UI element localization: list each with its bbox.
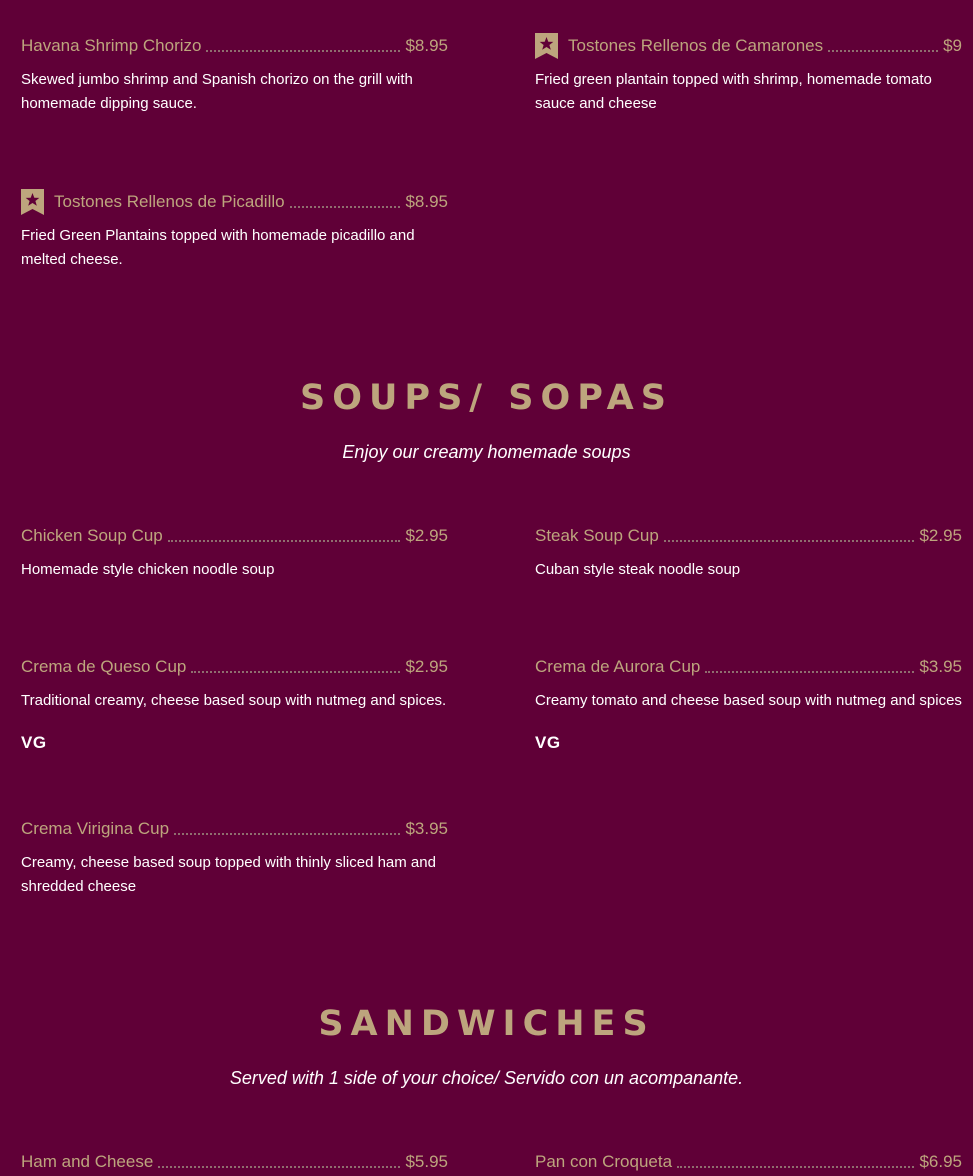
item-name: Crema de Queso Cup — [21, 657, 187, 676]
item-description: Creamy, cheese based soup topped with thinly sliced ham and shredded cheese — [21, 854, 436, 895]
menu-item-ham-and-cheese — [21, 1149, 448, 1175]
item-name: Tostones Rellenos de Camarones — [568, 36, 824, 55]
section-subtitle-soups: Enjoy our creamy homemade soups — [342, 442, 631, 462]
menu-item-crema-de-aurora-cup — [535, 654, 962, 753]
item-price: $5.95 — [405, 1152, 448, 1171]
item-name: Steak Soup Cup — [535, 526, 659, 545]
dot-leader — [168, 540, 401, 542]
section-subtitle-sandwiches: Served with 1 side of your choice/ Servido con un acompanante. — [229, 1068, 744, 1088]
menu-item-havana-shrimp-chorizo — [21, 33, 448, 116]
item-description: Fried green plantain topped with shrimp, homemade tomato sauce and cheese — [535, 71, 932, 112]
vegetarian-tag: VG — [21, 733, 47, 752]
dot-leader — [705, 671, 914, 673]
menu-item-crema-de-queso-cup — [21, 654, 448, 753]
dot-leader — [664, 540, 915, 542]
vegetarian-tag: VG — [535, 733, 561, 752]
item-name: Pan con Croqueta — [535, 1152, 673, 1171]
item-description: Creamy tomato and cheese based soup with nutmeg and spices — [535, 692, 962, 709]
item-name: Crema Virigina Cup — [21, 819, 170, 838]
item-price: $2.95 — [919, 526, 962, 545]
star-badge-icon — [535, 33, 558, 59]
dot-leader — [191, 671, 400, 673]
item-price: $6.95 — [919, 1152, 962, 1171]
dot-leader — [174, 833, 400, 835]
item-name: Ham and Cheese — [21, 1152, 154, 1171]
item-name: Crema de Aurora Cup — [535, 657, 701, 676]
item-price: $9 — [943, 36, 962, 55]
menu-item-tostones-rellenos-de-picadillo — [21, 189, 448, 272]
section-title-sandwiches: SANDWICHES — [318, 1004, 655, 1044]
item-name: Chicken Soup Cup — [21, 526, 163, 545]
item-description: Fried Green Plantains topped with homemade picadillo and melted cheese. — [21, 227, 415, 268]
dot-leader — [158, 1166, 400, 1168]
menu-item-chicken-soup-cup — [21, 523, 448, 582]
section-title-soups: SOUPS/ SOPAS — [300, 378, 673, 418]
dot-leader — [206, 50, 400, 52]
item-description: Homemade style chicken noodle soup — [21, 561, 275, 578]
dot-leader — [828, 50, 938, 52]
item-description: Skewed jumbo shrimp and Spanish chorizo on the grill with homemade dipping sauce. — [21, 71, 413, 112]
item-description: Traditional creamy, cheese based soup with nutmeg and spices. — [21, 692, 447, 709]
item-description: Cuban style steak noodle soup — [535, 561, 741, 578]
menu-item-tostones-rellenos-de-camarones — [535, 33, 962, 116]
menu-item-steak-soup-cup — [535, 523, 962, 582]
item-price: $2.95 — [405, 657, 448, 676]
item-name: Havana Shrimp Chorizo — [21, 36, 202, 55]
dot-leader — [677, 1166, 914, 1168]
item-price: $2.95 — [405, 526, 448, 545]
item-price: $8.95 — [405, 36, 448, 55]
dot-leader — [290, 206, 401, 208]
item-price: $3.95 — [405, 819, 448, 838]
menu-item-pan-con-croqueta — [535, 1149, 962, 1175]
menu-item-crema-virigina-cup — [21, 816, 448, 899]
item-price: $8.95 — [405, 192, 448, 211]
star-badge-icon — [21, 189, 44, 215]
item-price: $3.95 — [919, 657, 962, 676]
item-name: Tostones Rellenos de Picadillo — [54, 192, 285, 211]
